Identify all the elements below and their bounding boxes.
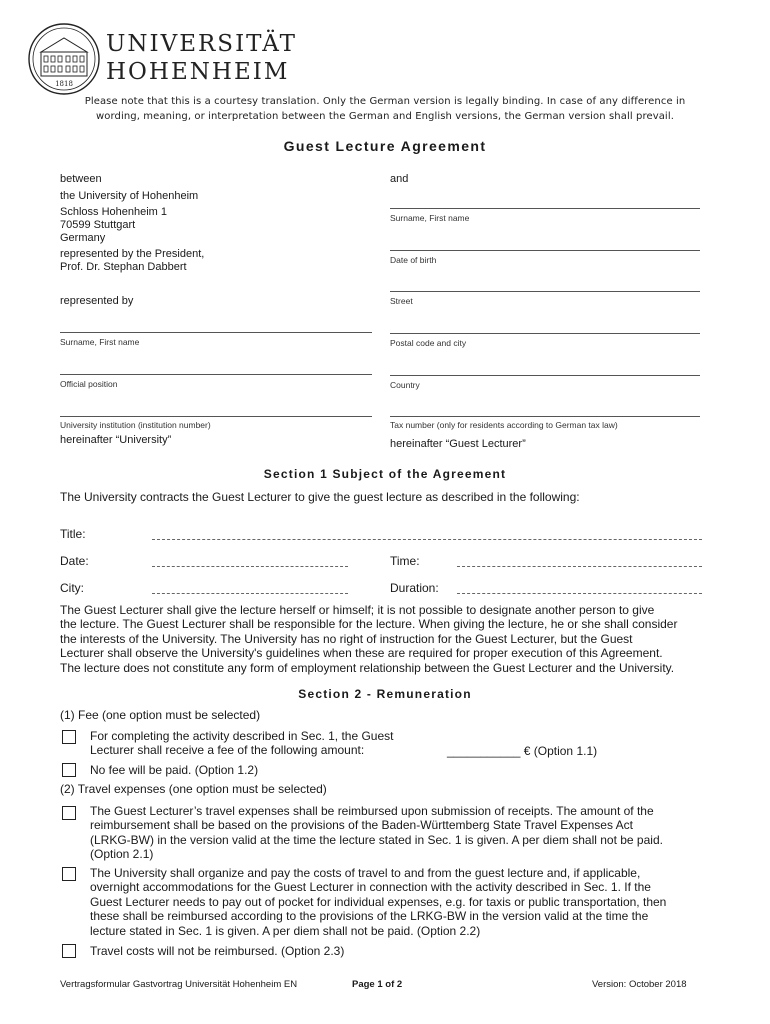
date-of-birth-field[interactable]: [390, 250, 700, 251]
university-surname-field[interactable]: [60, 332, 372, 333]
country-field[interactable]: [390, 375, 700, 376]
represented-by-label: represented by: [60, 295, 134, 307]
option-line: overnight accommodations for the Guest Lecturer in connection with the activity described in Sec. 1. If the: [90, 880, 651, 895]
tax-number-field[interactable]: [390, 416, 700, 417]
translation-note: Please note that this is a courtesy translation. Only the German version is legally binding. In case of any difference in wording, meaning, or interpretation between the German and English versions, the German version shall prevail.: [84, 96, 686, 122]
section1-body: [60, 603, 710, 675]
option-line: The Guest Lecturer’s travel expenses shall be reimbursed upon submission of receipts. The amount of the: [90, 804, 654, 818]
field-label: Surname, First name: [60, 337, 140, 347]
paragraph-line: The lecture does not constitute any form of employment relationship between the Guest Lecturer and the University.: [60, 660, 675, 675]
time-label: Time:: [390, 554, 420, 568]
option-line: these shall be reimbursed according to the provisions of the LRKG-BW in the version valid at the time the: [90, 909, 649, 924]
institution-field[interactable]: [60, 416, 372, 417]
seal-year: 1818: [55, 80, 73, 88]
city-label: City:: [60, 581, 84, 595]
party-address-line: the University of Hohenheim: [60, 190, 199, 202]
lecture-title-field[interactable]: [152, 539, 702, 540]
option-1-1-text: [90, 729, 710, 758]
university-name-line1: UNIVERSITÄT: [106, 31, 297, 57]
official-position-field[interactable]: [60, 374, 372, 375]
field-label: Surname, First name: [390, 213, 470, 223]
field-label: Country: [390, 380, 420, 390]
option-2-2-checkbox[interactable]: [62, 867, 76, 881]
paragraph-line: the interests of the University. The University has no right of instruction for the Guest Lecturer, but the Guest: [60, 631, 633, 646]
option-line: The University shall organize and pay the costs of travel to and from the guest lecture and, if applicable,: [90, 866, 641, 880]
title-label: Title:: [60, 527, 86, 541]
hereinafter-university: hereinafter “University”: [60, 434, 172, 446]
paragraph-line: Lecturer shall observe the University's guidelines when these are required for proper execution of this Agreement.: [60, 646, 663, 661]
between-label: between: [60, 173, 102, 185]
fee-amount-field[interactable]: ___________ € (Option 1.1): [447, 744, 598, 758]
option-line: reimbursement shall be based on the provisions of the Baden-Württemberg State Travel Expenses Act: [90, 818, 633, 833]
field-label: Date of birth: [390, 255, 437, 265]
footer-version: Version: October 2018: [592, 979, 687, 990]
represented-president: represented by the President,: [60, 248, 205, 260]
option-1-1-checkbox[interactable]: [62, 730, 76, 744]
option-2-3-checkbox[interactable]: [62, 944, 76, 958]
party-address-line: Germany: [60, 232, 106, 244]
option-2-3-text: Travel costs will not be reimbursed. (Option 2.3): [90, 944, 345, 958]
lecture-city-field[interactable]: [152, 593, 348, 594]
option-2-2-text: [90, 866, 710, 938]
section1-title: Section 1 Subject of the Agreement: [263, 467, 507, 481]
president-name: Prof. Dr. Stephan Dabbert: [60, 261, 187, 273]
section1-intro: The University contracts the Guest Lecturer to give the guest lecture as described in the following:: [60, 490, 580, 504]
option-1-2-checkbox[interactable]: [62, 763, 76, 777]
university-name-line2: HOHENHEIM: [106, 59, 290, 85]
document-title: Guest Lecture Agreement: [283, 138, 487, 154]
option-line: (LRKG-BW) in the version valid at the time the lecture stated in Sec. 1 is given. A per diem shall not be paid.: [90, 832, 663, 847]
field-label: Tax number (only for residents according to German tax law): [390, 420, 618, 430]
university-seal-logo: [27, 22, 101, 96]
footer-page-number: Page 1 of 2: [352, 979, 403, 990]
option-line: (Option 2.1): [90, 847, 154, 862]
option-2-1-checkbox[interactable]: [62, 806, 76, 820]
paragraph-line: The Guest Lecturer shall give the lecture herself or himself; it is not possible to designate another person to give: [60, 603, 655, 617]
option-line: lecture stated in Sec. 1 is given. A per diem shall not be paid. (Option 2.2): [90, 923, 481, 938]
party-address-line: 70599 Stuttgart: [60, 219, 136, 231]
travel-heading: (2) Travel expenses (one option must be selected): [60, 782, 327, 796]
option-line: For completing the activity described in Sec. 1, the Guest: [90, 729, 394, 743]
guest-surname-field[interactable]: [390, 208, 700, 209]
paragraph-line: the lecture. The Guest Lecturer shall be responsible for the lecture. When giving the lecture, he or she shall consider: [60, 617, 678, 632]
hereinafter-guest: hereinafter “Guest Lecturer”: [390, 438, 526, 450]
field-label: Official position: [60, 379, 118, 389]
fee-heading: (1) Fee (one option must be selected): [60, 708, 261, 722]
field-label: University institution (institution number): [60, 420, 211, 430]
lecture-date-field[interactable]: [152, 566, 348, 567]
postal-city-field[interactable]: [390, 333, 700, 334]
field-label: Street: [390, 296, 413, 306]
field-label: Postal code and city: [390, 338, 467, 348]
option-1-2-text: No fee will be paid. (Option 1.2): [90, 763, 259, 777]
date-label: Date:: [60, 554, 89, 568]
option-line: Lecturer shall receive a fee of the following amount:: [90, 743, 365, 758]
and-label: and: [390, 173, 409, 185]
option-line: Guest Lecturer needs to pay out of pocket for individual expenses, e.g. for taxis or public transportation, then: [90, 894, 667, 909]
party-address-line: Schloss Hohenheim 1: [60, 206, 168, 218]
lecture-duration-field[interactable]: [457, 593, 702, 594]
option-2-1-text: [90, 804, 710, 862]
duration-label: Duration:: [390, 581, 439, 595]
section2-title: Section 2 - Remuneration: [298, 687, 472, 701]
university-wordmark: [106, 30, 297, 86]
street-field[interactable]: [390, 291, 700, 292]
footer-form-name: Vertragsformular Gastvortrag Universität Hohenheim EN: [60, 979, 298, 990]
lecture-time-field[interactable]: [457, 566, 702, 567]
